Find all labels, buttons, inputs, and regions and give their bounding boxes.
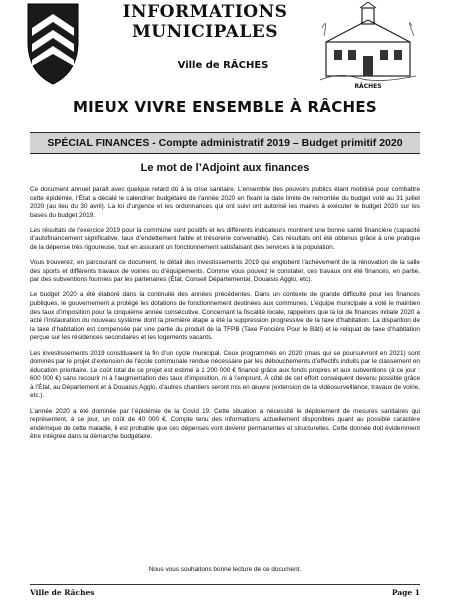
page-header (0, 0, 450, 92)
paragraph-1: Ce document annuel paraît avec quelque retard dû à la crise sanitaire. L’ensemble des pouvoirs publics étant mobilisé pour combattre cette épidémie, l’État a décalé le calendrier budgétaire de l’année 2020 en fixant la date limite de remontée du budget voté au 31 juillet 2020 (au lieu du 30 avril). La loi d’urgence et les ordonnances qui ont suivi ont autorisé les maires à exécuter le budget 2020 sur les bases du budget 2019. (30, 186, 420, 219)
coat-of-arms-icon (24, 2, 82, 86)
town-label: Ville de RÂCHES (177, 60, 269, 71)
paragraph-2: Les résultats de l’exercice 2019 pour la commune sont positifs et les différents indicateurs montrent une bonne santé financière (capacité d’autofinancement significative, taux d’endettement faible et trésorerie convenable). Ces résultats ont été obtenus grâce à une pratique de la dépense très rigoureuse, tout en assurant un fonctionnement satisfaisant des services à la population. (30, 226, 420, 252)
town-hall-drawing-icon (318, 2, 418, 90)
paragraph-3: Vous trouverez, en parcourant ce document, le détail des investissements 2019 qui englobent l’achèvement de la rénovation de la salle des sports et différents travaux de voiries ou d’équipements. Comme vous pouvez le constater, ces travaux ont été financés, en partie, par des subventions fournies par les partenaires (État, Conseil Départemental, Douaisis Agglo, etc). (30, 259, 420, 284)
publication-title (100, 2, 310, 42)
section-banner (30, 132, 420, 154)
footer-divider (30, 584, 420, 585)
article-body (30, 186, 420, 448)
paragraph-6: L’année 2020 a été dominée par l’épidémie de la Covid 19. Cette situation a nécessité le déploiement de mesures sanitaires qui représentent, à ce jour, un coût de 40 000 €. Compte tenu des informations actuellement disponibles quant au possible caractère endémique de cette maladie, il est probable que ces dépenses vont devenir permanentes et structurelles. Cette donnée doit évidemment être intégrée dans la démarche budgétaire. (30, 407, 420, 441)
paragraph-5: Les investissements 2019 constituaient la fin d’un cycle municipal. Ceux programmés en 2020 (mais qui se poursuivront en 2021) sont dominés par le projet d’extension de l’école communale rendue nécessaire par les débouchements d’effectifs induits par le classement en éducation prioritaire. Le coût total de ce projet est estimé à 1 200 000 € financé grâce aux fonds propres et aux subventions (à ce jour : 600 000 €) sans recourir ni à l’augmentation des taux d’imposition, ni à l’emprunt. À côté de cet effort conséquent devenu possible grâce à l’État, au Département et à Douaisis Agglo, d’autres chantiers seront mis en œuvre (extension de la vidéosurveillance, travaux de voirie, etc.). (30, 349, 420, 400)
title-line-1: INFORMATIONS (122, 2, 288, 22)
slogan-heading: MIEUX VIVRE ENSEMBLE À RÂCHES (72, 98, 378, 116)
paragraph-4: Le budget 2020 a été élaboré dans la continuité des années précédentes. Dans un contexte de grande difficulté pour les finances publiques, le gouvernement a protégé les dotations de fonctionnement destinées aux communes. L’équipe municipale a voté le maintien des taux d’imposition pour la cinquième année consécutive. Concernant la fiscalité locale, rappelons que la loi de finances initiale 2020 a acté l’instauration du nouveau système dont la première étape a été la suppression progressive de la taxe d’habitation. La disparition de la taxe d’habitation est compensée par une partie du produit de la TFPB (Taxe Foncière Pour le Bâti) et le reliquat de taxe d’habitation perçue sur les résidences secondaires et les logements vacants. (30, 291, 420, 342)
section-banner-text: SPÉCIAL FINANCES - Compte administratif 2019 – Budget primitif 2020 (47, 137, 403, 149)
footer-page-number: Page 1 (391, 588, 420, 597)
closing-line: Nous vous souhaitons bonne lecture de ce document. (148, 566, 302, 573)
town-drawing-label: RÂCHES (354, 83, 382, 90)
footer-town: Ville de Râches (30, 588, 95, 597)
title-line-2: MUNICIPALES (131, 22, 279, 42)
article-title: Le mot de l’Adjoint aux finances (140, 162, 310, 174)
